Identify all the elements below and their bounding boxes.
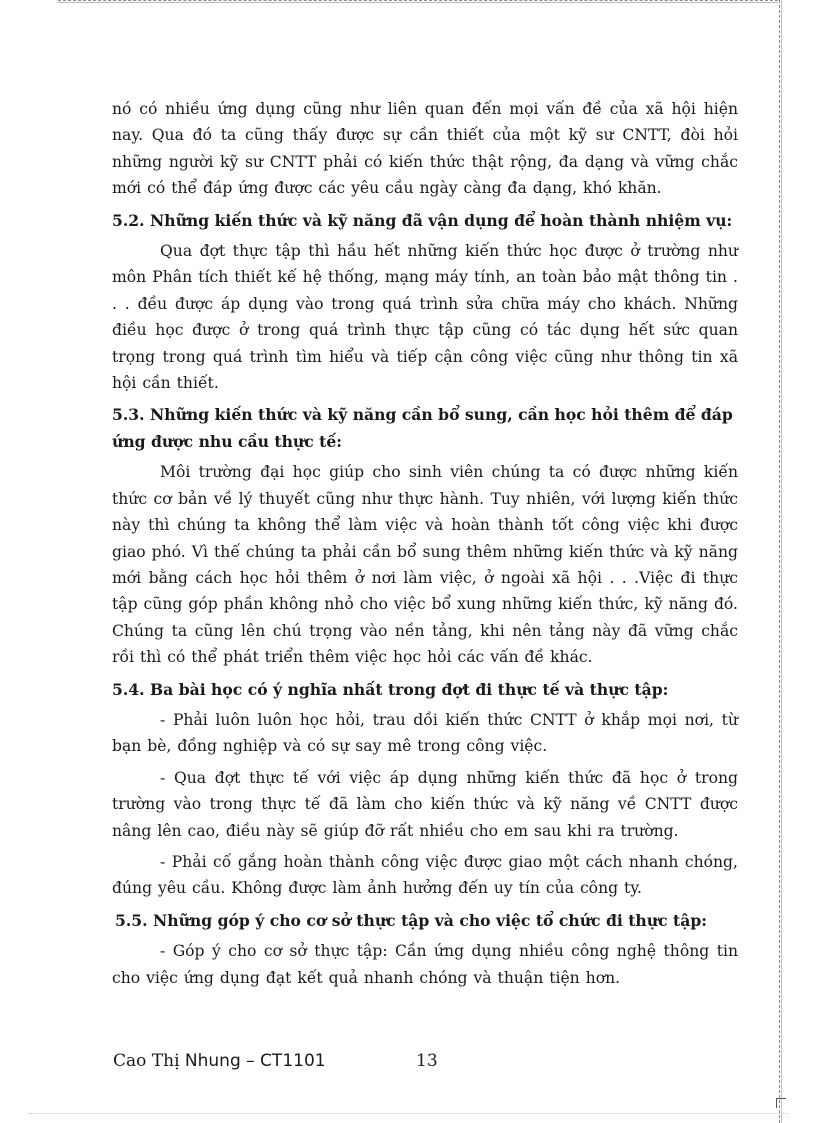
page-number: 13 xyxy=(416,1051,438,1071)
section-5-4 xyxy=(112,677,738,902)
section-5-2 xyxy=(112,208,738,397)
page-border-right-inner xyxy=(781,0,782,1123)
page-border-bottom xyxy=(28,1113,788,1114)
section-5-5 xyxy=(112,908,738,991)
lesson-item: - Phải luôn luôn học hỏi, trau dồi kiến thức CNTT ở khắp mọi nơi, từ bạn bè, đồng nghiệp và có sự say mê trong công việc. xyxy=(112,710,738,756)
document-body xyxy=(112,96,738,991)
section-heading: 5.5. Những góp ý cho cơ sở thực tập và cho việc tổ chức đi thực tập: xyxy=(115,910,707,930)
lesson-item: - Phải cố gắng hoàn thành công việc được giao một cách nhanh chóng, đúng yêu cầu. Không được làm ảnh hưởng đến uy tín của công ty. xyxy=(112,852,738,898)
section-heading: 5.4. Ba bài học có ý nghĩa nhất trong đợt đi thực tế và thực tập: xyxy=(112,679,669,699)
section-paragraph: - Góp ý cho cơ sở thực tập: Cần ứng dụng nhiều công nghệ thông tin cho việc ứng dụng đạt kết quả nhanh chóng và thuận tiện hơn. xyxy=(112,942,738,987)
footer-author-name: Cao Thị xyxy=(113,1051,180,1071)
section-heading: 5.2. Những kiến thức và kỹ năng đã vận dụng để hoàn thành nhiệm vụ: xyxy=(112,210,733,230)
footer-author xyxy=(113,1049,326,1073)
lesson-item: - Qua đợt thực tế với việc áp dụng những kiến thức đã học ở trong trường vào trong thực tế đã làm cho kiến thức và kỹ năng về CNTT được nâng lên cao, điều này sẽ giúp đỡ rất nhiều cho em sau khi ra trường. xyxy=(112,768,738,840)
section-5-3 xyxy=(112,402,738,670)
section-paragraph: Qua đợt thực tập thì hầu hết những kiến thức học được ở trường như môn Phân tích thiết kế hệ thống, mạng máy tính, an toàn bảo mật thông tin . . . đều được áp dụng vào trong quá trình sửa chữa máy cho khách. Những điều học được ở trong quá trình thực tập cũng có tác dụng hết sức quan trọng trong quá trình tìm hiểu và tiếp cận công việc cũng như thông tin xã hội cần thiết. xyxy=(112,242,738,393)
page-border-top xyxy=(58,0,778,1)
footer-author-class: Nhung – CT1101 xyxy=(179,1051,326,1071)
section-paragraph: Môi trường đại học giúp cho sinh viên chúng ta có được những kiến thức cơ bản về lý thuyết cũng như thực hành. Tuy nhiên, với lượng kiến thức này thì chúng ta không thể làm việc và hoàn thành tốt công việc khi được giao phó. Vì thế chúng ta phải cần bổ sung thêm những kiến thức và kỹ năng mới bằng cách học hỏi thêm ở nơi làm việc, ở ngoài xã hội . . .Việc đi thực tập cũng góp phần không nhỏ cho việc bổ xung những kiến thức, kỹ năng đó. Chúng ta cũng lên chú trọng vào nền tảng, khi nên tảng này đã vững chắc rồi thì có thể phát triển thêm việc học hỏi các vấn đề khác. xyxy=(112,463,738,667)
page-border-right xyxy=(779,0,780,1123)
corner-crop-mark xyxy=(776,1098,786,1108)
intro-paragraph: nó có nhiều ứng dụng cũng như liên quan đến mọi vấn đề của xã hội hiện nay. Qua đó ta cũng thấy được sự cần thiết của một kỹ sư CNTT, đòi hỏi những người kỹ sư CNTT phải có kiến thức thật rộng, đa dạng và vững chắc mới có thể đáp ứng được các yêu cầu ngày càng đa dạng, khó khăn. xyxy=(112,100,738,198)
page-border-top-inner xyxy=(58,2,778,3)
section-heading: 5.3. Những kiến thức và kỹ năng cần bổ sung, cần học hỏi thêm để đáp ứng được nhu cầu thực tế: xyxy=(112,405,733,451)
